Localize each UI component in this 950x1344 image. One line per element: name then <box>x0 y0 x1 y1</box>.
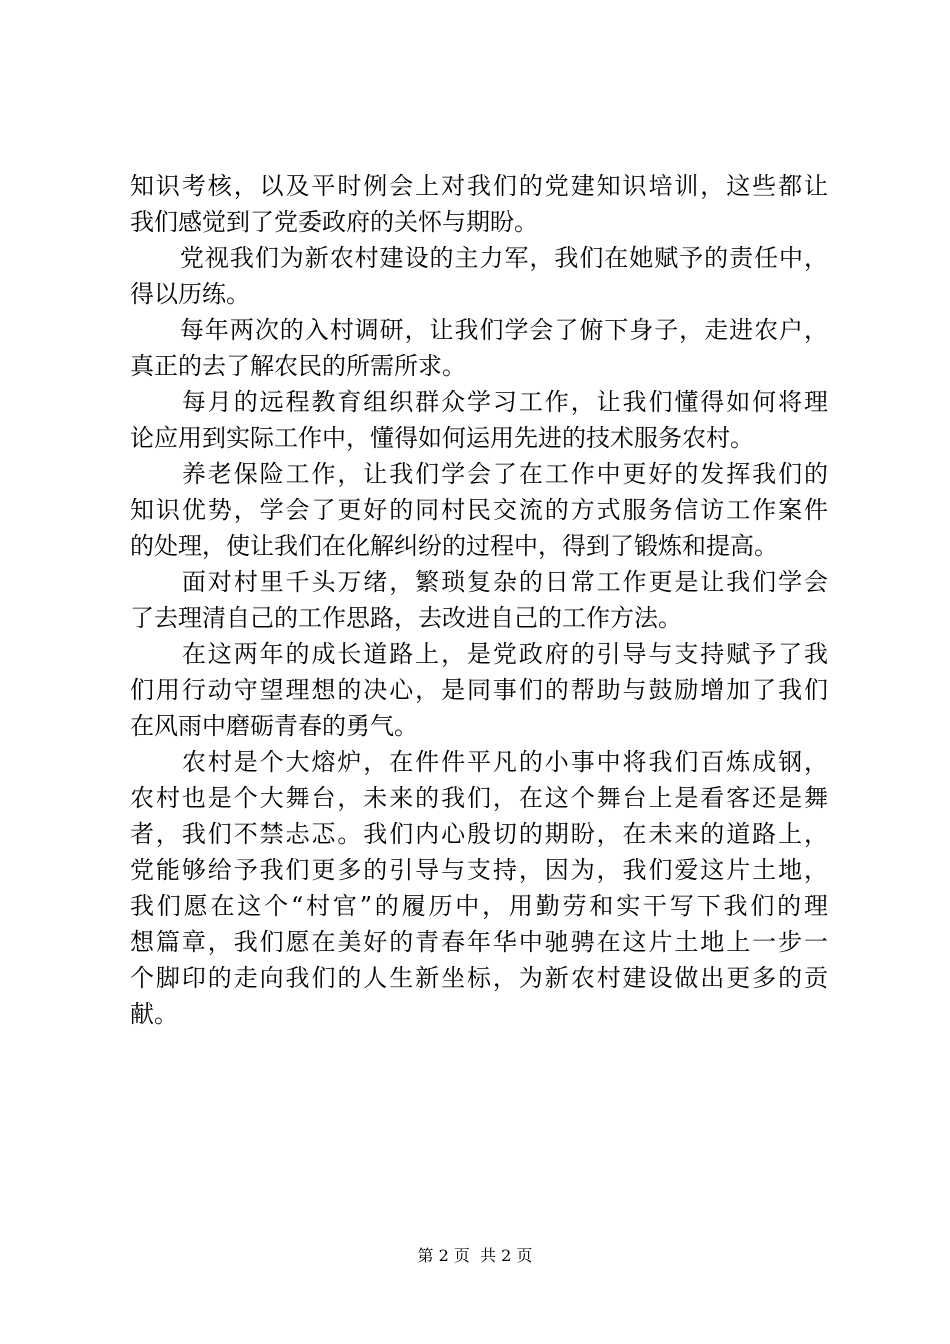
text-line: 面对村里千头万绪，繁琐复杂的日常工作更是让我们学会 <box>130 568 828 596</box>
text-line: 每月的远程教育组织群众学习工作，让我们懂得如何将理 <box>130 388 828 416</box>
text-line: 农村也是个大舞台，未来的我们，在这个舞台上是看客还是舞 <box>130 784 828 812</box>
text-line: 在这两年的成长道路上，是党政府的引导与支持赋予了我 <box>130 640 828 668</box>
text-line: 了去理清自己的工作思路，去改进自己的工作方法。 <box>130 604 682 632</box>
text-line: 的处理，使让我们在化解纠纷的过程中，得到了锻炼和提高。 <box>130 532 778 560</box>
text-line: 在风雨中磨砺青春的勇气。 <box>130 712 418 740</box>
text-line: 想篇章，我们愿在美好的青春年华中驰骋在这片土地上一步一 <box>130 928 828 956</box>
text-line: 党能够给予我们更多的引导与支持，因为，我们爱这片土地， <box>130 856 828 884</box>
text-line: 们用行动守望理想的决心，是同事们的帮助与鼓励增加了我们 <box>130 676 828 704</box>
body-text <box>130 168 828 1032</box>
page-footer: 第 2 页 共 2 页 <box>417 1246 533 1265</box>
text-line: 献。 <box>130 1000 178 1028</box>
text-line: 知识优势，学会了更好的同村民交流的方式服务信访工作案件 <box>130 496 828 524</box>
text-line: 者，我们不禁忐忑。我们内心殷切的期盼，在未来的道路上， <box>130 820 828 848</box>
text-line: 养老保险工作，让我们学会了在工作中更好的发挥我们的 <box>130 460 828 488</box>
text-line: 真正的去了解农民的所需所求。 <box>130 352 466 380</box>
text-line: 我们感觉到了党委政府的关怀与期盼。 <box>130 208 538 236</box>
text-line: 个脚印的走向我们的人生新坐标，为新农村建设做出更多的贡 <box>130 964 828 992</box>
text-line: 知识考核，以及平时例会上对我们的党建知识培训，这些都让 <box>130 172 828 200</box>
text-line: 论应用到实际工作中，懂得如何运用先进的技术服务农村。 <box>130 424 754 452</box>
text-line: 我们愿在这个“村官”的履历中，用勤劳和实干写下我们的理 <box>130 892 828 920</box>
text-line: 党视我们为新农村建设的主力军，我们在她赋予的责任中， <box>130 244 828 272</box>
text-line: 每年两次的入村调研，让我们学会了俯下身子，走进农户， <box>130 316 828 344</box>
text-line: 农村是个大熔炉，在件件平凡的小事中将我们百炼成钢， <box>130 748 828 776</box>
text-line: 得以历练。 <box>130 280 250 308</box>
